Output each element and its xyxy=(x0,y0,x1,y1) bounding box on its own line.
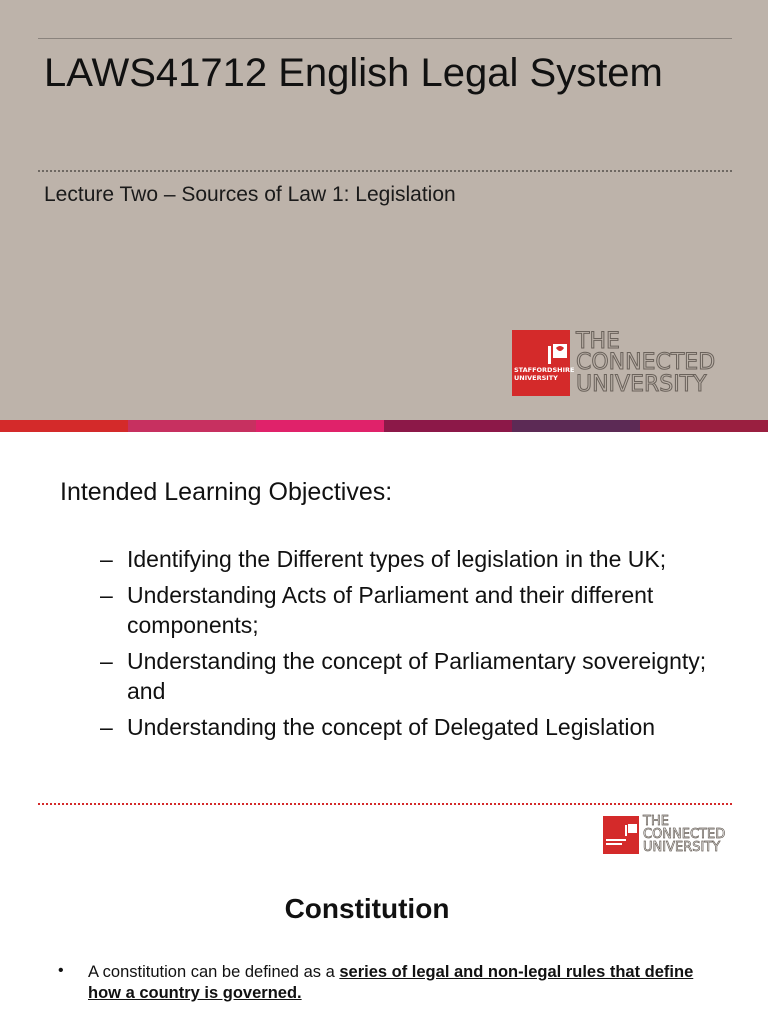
dash-marker: – xyxy=(100,546,113,572)
university-logo xyxy=(512,330,734,398)
logo-text-connected: CONNECTED xyxy=(643,827,726,842)
stripe-segment xyxy=(512,420,640,432)
crest-icon xyxy=(512,330,570,396)
objectives-list xyxy=(100,544,740,748)
constitution-heading: Constitution xyxy=(284,893,450,924)
stripe-segment xyxy=(0,420,128,432)
stripe-segment xyxy=(128,420,256,432)
list-item xyxy=(100,712,740,742)
stripe-segment xyxy=(384,420,512,432)
top-rule xyxy=(38,38,732,39)
dash-marker: – xyxy=(100,648,113,674)
objective-text: Identifying the Different types of legislation in the UK; xyxy=(127,546,667,572)
stripe-segment xyxy=(640,420,768,432)
red-dotted-divider xyxy=(38,803,732,805)
logo-badge-line1: STAFFORDSHIRE xyxy=(514,366,575,374)
list-item xyxy=(100,544,740,574)
logo-badge xyxy=(512,330,575,396)
objective-text: Understanding Acts of Parliament and their different components; xyxy=(127,582,654,638)
bullet-marker: • xyxy=(58,962,64,979)
crest-icon xyxy=(603,816,639,854)
logo-badge-line2: UNIVERSITY xyxy=(514,374,558,382)
logo-text-university: UNIVERSITY xyxy=(643,840,721,855)
objectives-heading: Intended Learning Objectives: xyxy=(60,478,393,506)
stripe-segment xyxy=(256,420,384,432)
logo-text-university: UNIVERSITY xyxy=(576,372,707,397)
list-item xyxy=(100,646,740,706)
slide-subtitle: Lecture Two – Sources of Law 1: Legislation xyxy=(44,183,456,206)
definition-text xyxy=(88,962,728,1004)
logo-text-connected: CONNECTED xyxy=(576,350,716,375)
slide-title: LAWS41712 English Legal System xyxy=(44,51,663,95)
small-university-logo xyxy=(603,815,733,855)
dash-marker: – xyxy=(100,714,113,740)
definition-lead: A constitution can be defined as a xyxy=(88,963,340,981)
dash-marker: – xyxy=(100,582,113,608)
logo-text-the: THE xyxy=(643,814,669,829)
color-stripe xyxy=(0,420,768,432)
list-item xyxy=(100,580,740,640)
objective-text: Understanding the concept of Parliamentary sovereignty; and xyxy=(127,648,707,704)
objective-text: Understanding the concept of Delegated Legislation xyxy=(127,714,656,740)
dotted-divider xyxy=(38,170,732,172)
logo-badge xyxy=(603,816,639,854)
logo-text-the: THE xyxy=(576,329,620,354)
title-slide xyxy=(0,0,768,420)
definition-emphasis: series of legal and non-legal rules that define how a country is governed. xyxy=(88,963,694,1002)
